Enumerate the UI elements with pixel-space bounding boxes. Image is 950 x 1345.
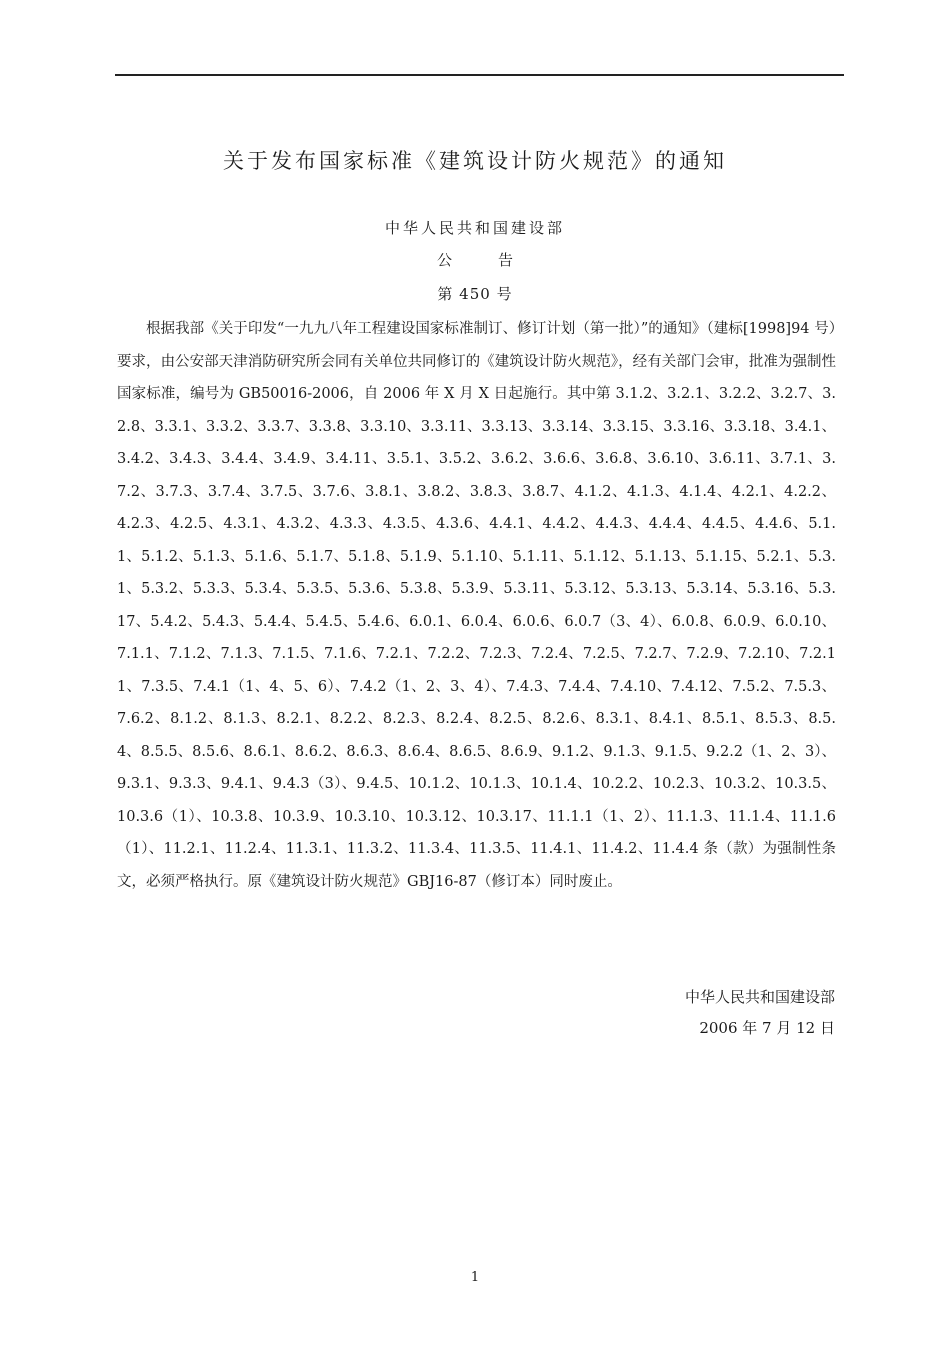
notice-number: 第 450 号 — [437, 285, 513, 303]
body-paragraph: 根据我部《关于印发“一九九八年工程建设国家标准制订、修订计划（第一批）”的通知》（建标[1998]94 号）要求，由公安部天津消防研究所会同有关单位共同修订的《建筑设计防火规范》，经有关部门会审，批准为强制性国家标准，编号为 GB50016-2006，自 2006 年 X 月 X 日起施行。其中第 3.1.2、3.2.1、3.2.2、3.2.7、3.2.8、3.3.1、3.3.2、3.3.7、3.3.8、3.3.10、3.3.11、3.3.13、3.3.14、3.3.15、3.3.16、3.3.18、3.4.1、3.4.2、3.4.3、3.4.4、3.4.9、3.4.11、3.5.1、3.5.2、3.6.2、3.6.6、3.6.8、3.6.10、3.6.11、3.7.1、3.7.2、3.7.3、3.7.4、3.7.5、3.7.6、3.8.1、3.8.2、3.8.3、3.8.7、4.1.2、4.1.3、4.1.4、4.2.1、4.2.2、4.2.3、4.2.5、4.3.1、4.3.2、4.3.3、4.3.5、4.3.6、4.4.1、4.4.2、4.4.3、4.4.4、4.4.5、4.4.6、5.1.1、5.1.2、5.1.3、5.1.6、5.1.7、5.1.8、5.1.9、5.1.10、5.1.11、5.1.12、5.1.13、5.1.15、5.2.1、5.3.1、5.3.2、5.3.3、5.3.4、5.3.5、5.3.6、5.3.8、5.3.9、5.3.11、5.3.12、5.3.13、5.3.14、5.3.16、5.3.17、5.4.2、5.4.3、5.4.4、5.4.5、5.4.6、6.0.1、6.0.4、6.0.6、6.0.7（3、4）、6.0.8、6.0.9、6.0.10、7.1.1、7.1.2、7.1.3、7.1.5、7.1.6、7.2.1、7.2.2、7.2.3、7.2.4、7.2.5、7.2.7、7.2.9、7.2.10、7.2.11、7.3.5、7.4.1（1、4、5、6）、7.4.2（1、2、3、4）、7.4.3、7.4.4、7.4.10、7.4.12、7.5.2、7.5.3、7.6.2、8.1.2、8.1.3、8.2.1、8.2.2、8.2.3、8.2.4、8.2.5、8.2.6、8.3.1、8.4.1、8.5.1、8.5.3、8.5.4、8.5.5、8.5.6、8.6.1、8.6.2、8.6.3、8.6.4、8.6.5、8.6.9、9.1.2、9.1.3、9.1.5、9.2.2（1、2、3）、9.3.1、9.3.3、9.4.1、9.4.3（3）、9.4.5、10.1.2、10.1.3、10.1.4、10.2.2、10.2.3、10.3.2、10.3.5、10.3.6（1）、10.3.8、10.3.9、10.3.10、10.3.12、10.3.17、11.1.1（1、2）、11.1.3、11.1.4、11.1.6（1）、11.2.1、11.2.4、11.3.1、11.3.2、11.3.4、11.3.5、11.4.1、11.4.2、11.4.4 条（款）为强制性条文，必须严格执行。原《建筑设计防火规范》GBJ16-87（修订本）同时废止。 — [117, 321, 836, 890]
issuer: 中华人民共和国建设部 — [384, 219, 565, 237]
document-title: 关于发布国家标准《建筑设计防火规范》的通知 — [223, 149, 727, 173]
header-rule — [115, 74, 844, 76]
signature-date: 2006 年 7 月 12 日 — [699, 1019, 835, 1037]
page-number: 1 — [470, 1270, 480, 1285]
notice-heading-right: 告 — [498, 251, 514, 269]
signature-org: 中华人民共和国建设部 — [684, 988, 835, 1006]
notice-heading-left: 公 — [436, 251, 452, 269]
notice-heading — [115, 250, 835, 270]
signature-block — [685, 982, 835, 1044]
